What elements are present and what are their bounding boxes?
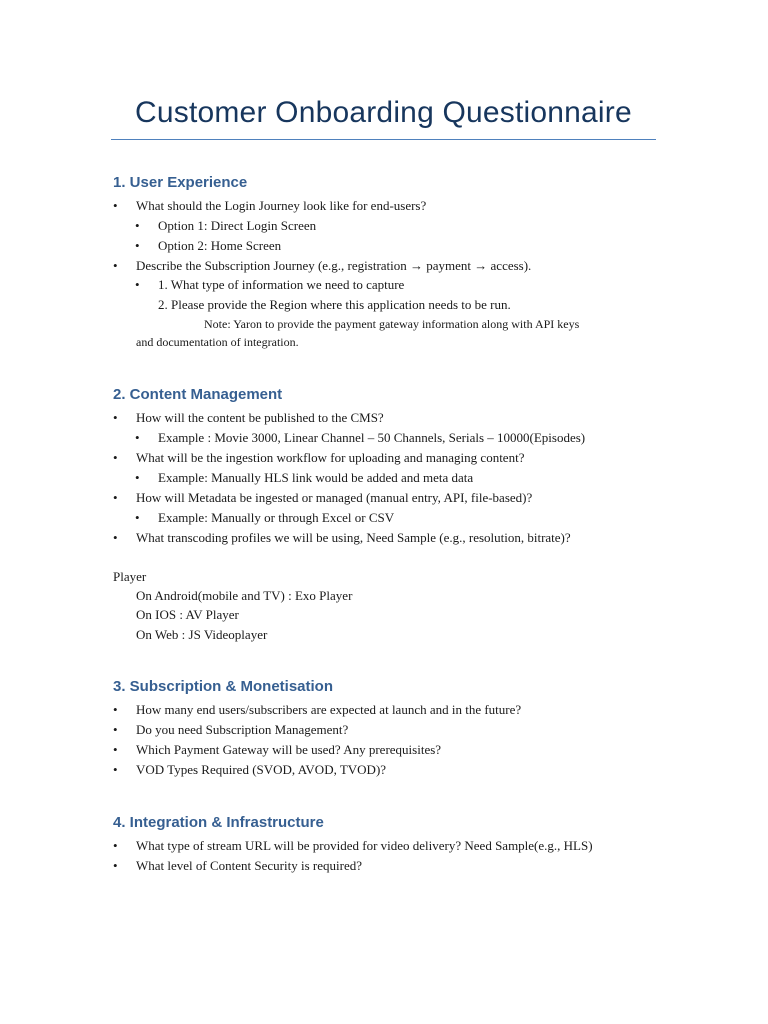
bullet: • (135, 510, 140, 525)
question: Do you need Subscription Management? (136, 722, 349, 737)
question: VOD Types Required (SVOD, AVOD, TVOD)? (136, 762, 387, 777)
page-title: Customer Onboarding Questionnaire (135, 96, 632, 129)
bullet: • (113, 450, 118, 465)
bullet: • (113, 258, 118, 273)
player-web: On Web : JS Videoplayer (136, 627, 268, 642)
question: Which Payment Gateway will be used? Any prerequisites? (136, 742, 442, 757)
bullet: • (135, 470, 140, 485)
bullet: • (135, 238, 140, 253)
question: How many end users/subscribers are expected at launch and in the future? (136, 702, 522, 717)
question: What type of stream URL will be provided for video delivery? Need Sample(e.g., HLS) (136, 838, 593, 853)
note: Note: Yaron to provide the payment gateway information along with API keys (204, 317, 580, 331)
player-label: Player (113, 569, 147, 584)
section-heading-user-experience: 1. User Experience (113, 174, 248, 191)
question: Describe the Subscription Journey (e.g., registration → payment → access). (136, 258, 532, 273)
bullet: • (113, 742, 118, 757)
bullet: • (113, 722, 118, 737)
numbered-item: 1. What type of information we need to capture (158, 277, 405, 292)
bullet: • (135, 277, 140, 292)
bullet: • (113, 198, 118, 213)
option: Option 1: Direct Login Screen (158, 218, 317, 233)
question: What transcoding profiles we will be using, Need Sample (e.g., resolution, bitrate)? (136, 530, 571, 545)
option: Option 2: Home Screen (158, 238, 282, 253)
question: What will be the ingestion workflow for uploading and managing content? (136, 450, 525, 465)
section-heading-content-management: 2. Content Management (113, 386, 283, 403)
bullet: • (113, 490, 118, 505)
bullet: • (113, 530, 118, 545)
bullet: • (113, 762, 118, 777)
numbered-item: 2. Please provide the Region where this application needs to be run. (158, 297, 511, 312)
bullet: • (113, 410, 118, 425)
section-heading-subscription: 3. Subscription & Monetisation (113, 678, 334, 695)
question: How will Metadata be ingested or managed (manual entry, API, file-based)? (136, 490, 533, 505)
player-ios: On IOS : AV Player (136, 607, 239, 622)
bullet: • (135, 218, 140, 233)
bullet: • (113, 858, 118, 873)
bullet: • (113, 838, 118, 853)
bullet: • (135, 430, 140, 445)
player-android: On Android(mobile and TV) : Exo Player (136, 588, 353, 603)
bullet: • (113, 702, 118, 717)
section-heading-integration: 4. Integration & Infrastructure (113, 814, 324, 831)
note: and documentation of integration. (136, 335, 299, 349)
example: Example: Manually HLS link would be added and meta data (158, 470, 474, 485)
question: What should the Login Journey look like for end-users? (136, 198, 427, 213)
example: Example : Movie 3000, Linear Channel – 50 Channels, Serials – 10000(Episodes) (158, 430, 586, 445)
title-underline (111, 139, 656, 140)
question: What level of Content Security is required? (136, 858, 362, 873)
example: Example: Manually or through Excel or CSV (158, 510, 395, 525)
question: How will the content be published to the CMS? (136, 410, 384, 425)
